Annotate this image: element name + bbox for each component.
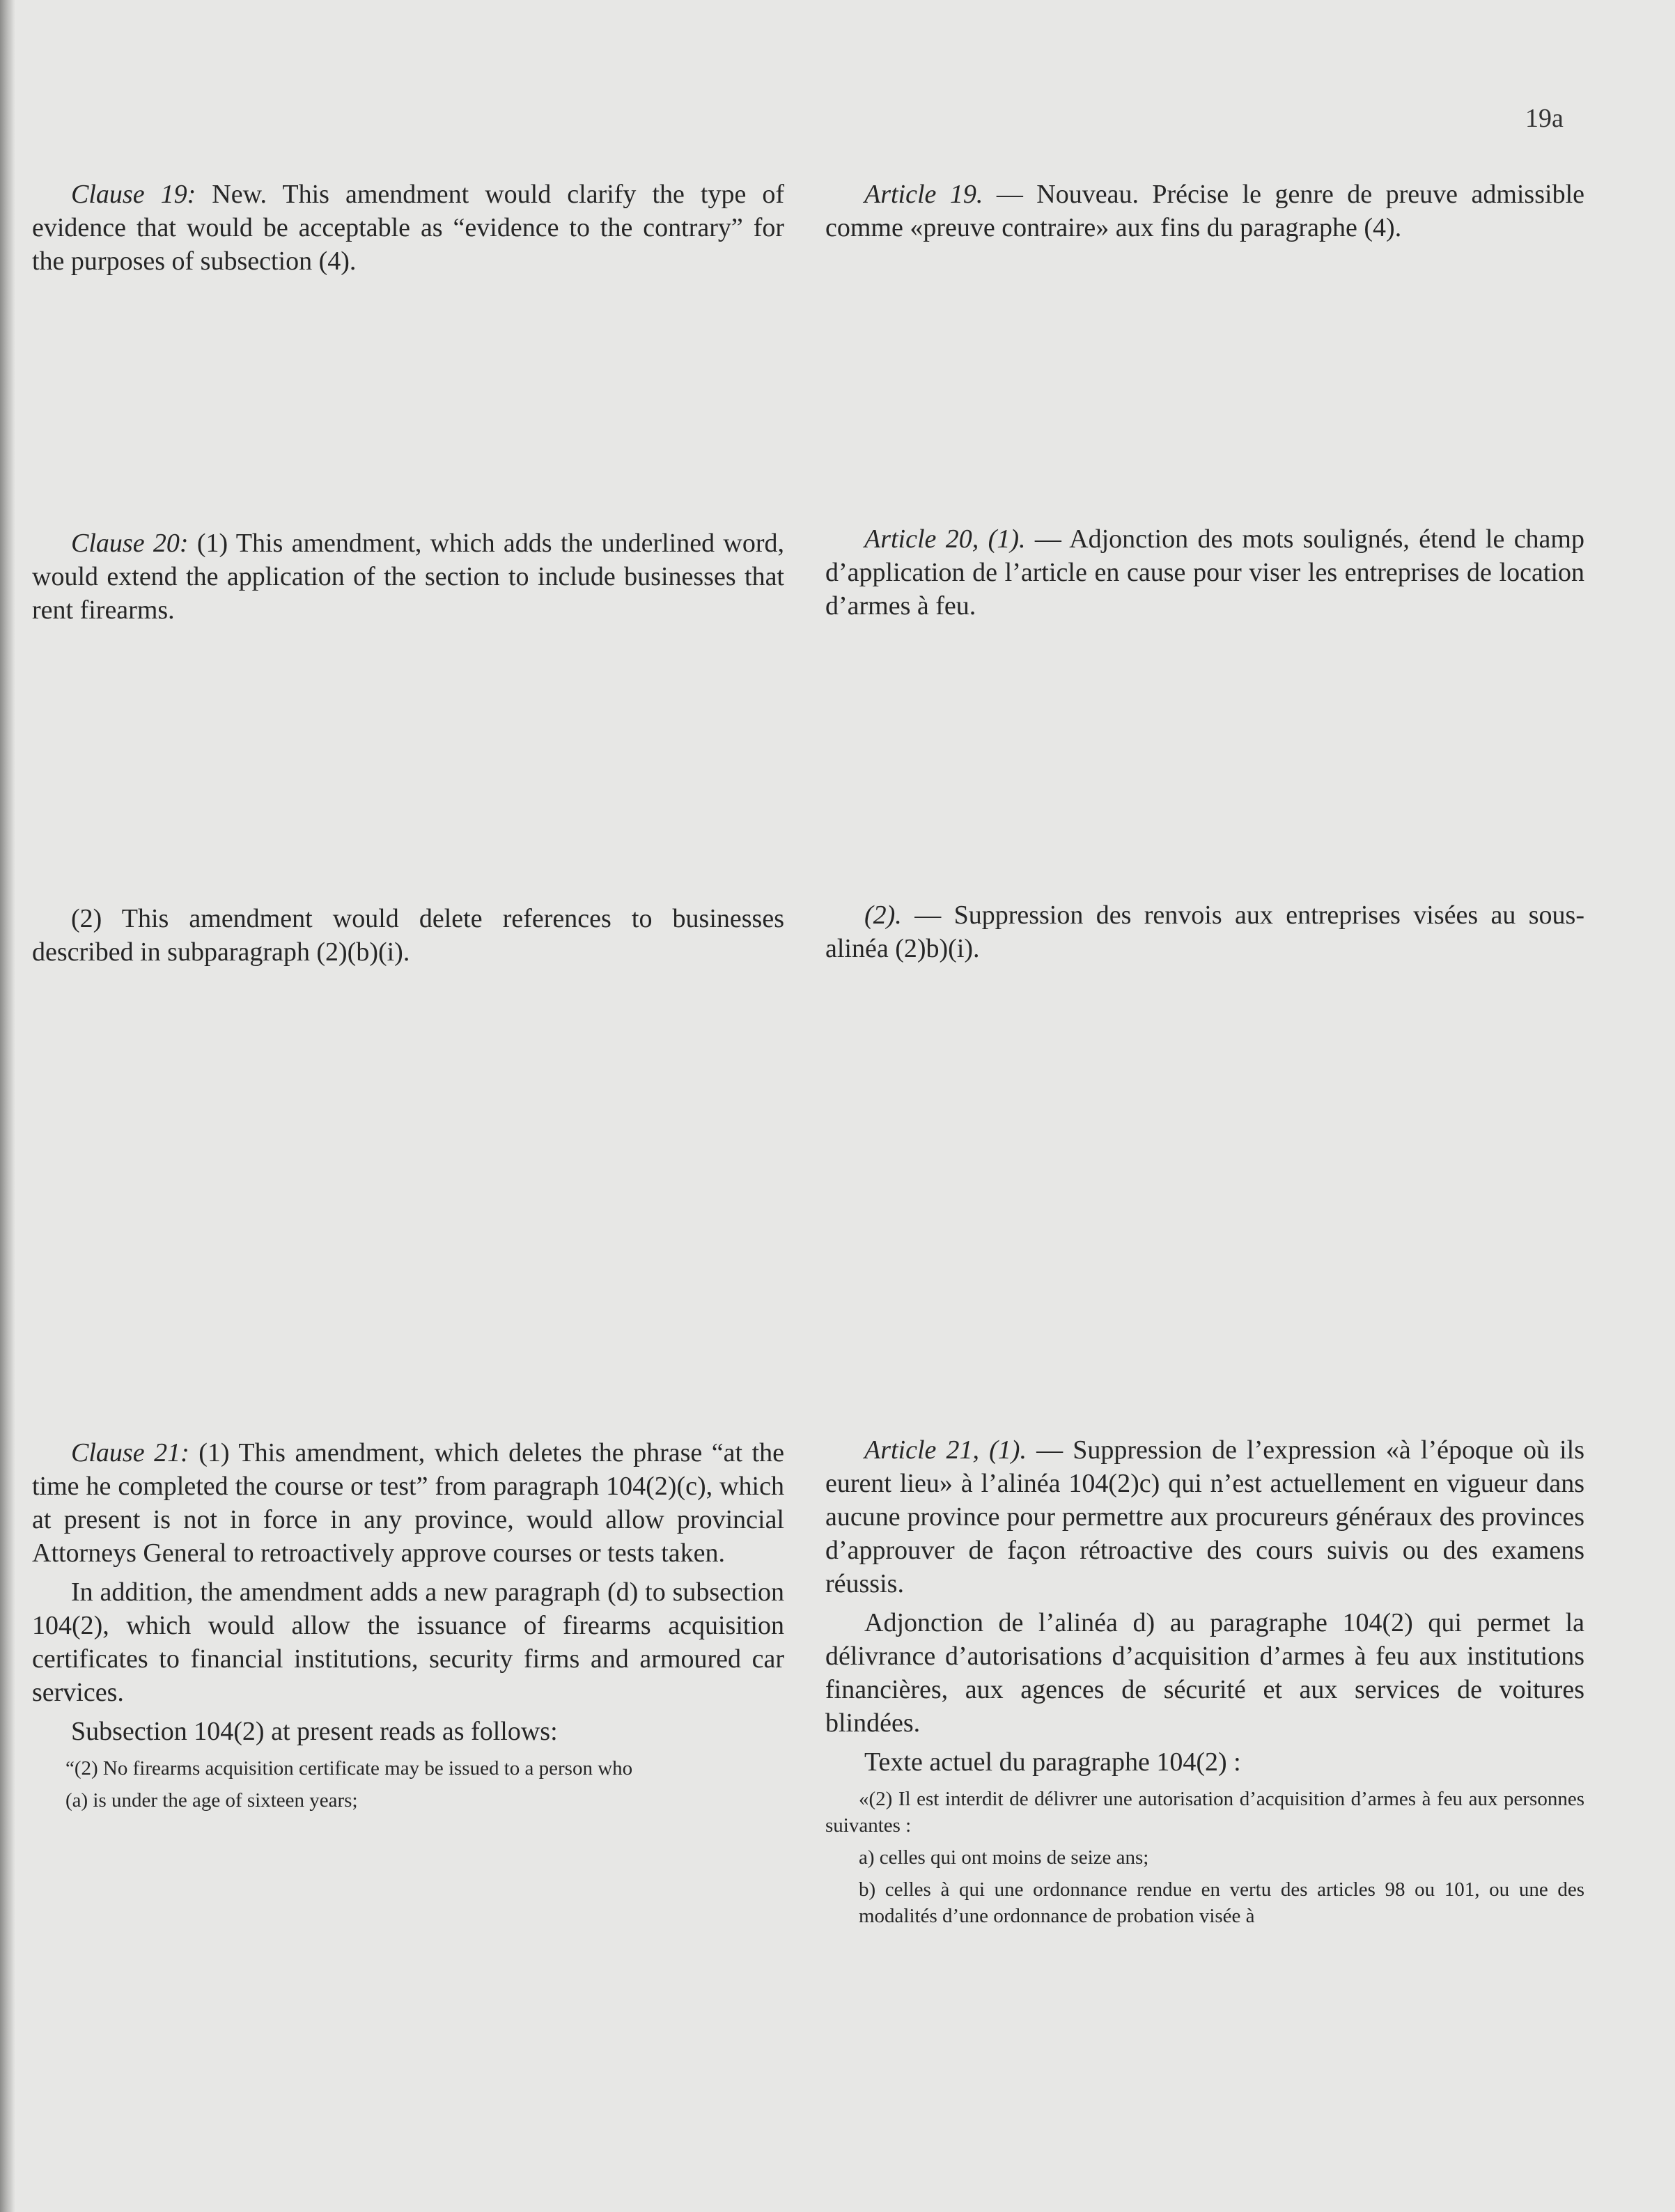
page-number: 19a <box>1525 104 1564 133</box>
clause-21-quote-lead: “(2) No firearms acquisition certificate may be issued to a person who <box>65 1757 633 1779</box>
clause-21-reads-intro: Subsection 104(2) at present reads as follows: <box>71 1717 558 1746</box>
clause-21-quote-a: (a) is under the age of sixteen years; <box>65 1789 358 1812</box>
clause-20-1-paragraph <box>32 527 784 627</box>
clause-21-heading: Clause 21: <box>71 1438 189 1467</box>
clause-21-text: (1) This amendment, which deletes the phrase “at the time he completed the course or test” from paragraph 104(2)(c), which at present is not in force in any province, would allow provincial Attorneys General to retroactively approve courses or tests taken. <box>32 1438 784 1568</box>
article-21-quote-b: b) celles à qui une ordonnance rendue en vertu des articles 98 ou 101, ou une des modalités d’une ordonnance de probation visée à <box>859 1878 1584 1927</box>
article-20-2-note <box>825 898 1584 965</box>
clause-20-2-text: (2) This amendment would delete references to businesses described in subparagraph (2)(b)(i). <box>32 904 784 967</box>
article-19-text: — Nouveau. Précise le genre de preuve admissible comme «preuve contraire» aux fins du paragraphe (4). <box>825 180 1584 242</box>
article-20-1-note <box>825 522 1584 623</box>
clause-20-1-note <box>32 527 784 627</box>
article-20-1-text: — Adjonction des mots soulignés, étend le champ d’application de l’article en cause pour viser les entreprises de location d’armes à feu. <box>825 524 1584 621</box>
article-21-heading: Article 21, (1). <box>864 1435 1027 1465</box>
binding-shadow <box>0 0 15 2212</box>
clause-19-heading: Clause 19: <box>71 180 196 209</box>
article-20-1-paragraph <box>825 522 1584 623</box>
clause-19-text: New. This amendment would clarify the type of evidence that would be acceptable as “evidence to the contrary” for the purposes of subsection (4). <box>32 180 784 276</box>
article-21-quote-lead: «(2) Il est interdit de délivrer une autorisation d’acquisition d’armes à feu aux personnes suivantes : <box>825 1788 1584 1837</box>
clause-19-note <box>32 178 784 278</box>
clause-20-2-note <box>32 902 784 969</box>
article-21-reads-intro: Texte actuel du paragraphe 104(2) : <box>864 1747 1241 1777</box>
article-20-2-paragraph <box>825 898 1584 965</box>
article-19-heading: Article 19. <box>864 180 983 209</box>
clause-19-paragraph <box>32 178 784 278</box>
article-19-note <box>825 178 1584 244</box>
article-21-note <box>825 1433 1584 1929</box>
article-21-addition: Adjonction de l’alinéa d) au paragraphe 104(2) qui permet la délivrance d’autorisations d’acquisition d’armes à feu aux institutions financières, aux agences de sécurité et aux services de voitures blindées. <box>825 1608 1584 1738</box>
article-21-quote-a: a) celles qui ont moins de seize ans; <box>859 1846 1149 1869</box>
article-21-paragraph <box>825 1433 1584 1600</box>
clause-21-addition: In addition, the amendment adds a new paragraph (d) to subsection 104(2), which would allow the issuance of firearms acquisition certificates to financial institutions, security firms and armoured car services. <box>32 1578 784 1707</box>
clause-21-paragraph <box>32 1436 784 1570</box>
article-20-1-heading: Article 20, (1). <box>864 524 1026 554</box>
article-20-2-heading: (2). <box>864 901 902 930</box>
article-19-paragraph <box>825 178 1584 244</box>
article-20-2-text: — Suppression des renvois aux entreprises visées au sous-alinéa (2)b)(i). <box>825 901 1584 963</box>
clause-20-1-text: (1) This amendment, which adds the underlined word, would extend the application of the section to include businesses that rent firearms. <box>32 529 784 625</box>
clause-20-heading: Clause 20: <box>71 529 189 558</box>
article-21-text: — Suppression de l’expression «à l’époque où ils eurent lieu» à l’alinéa 104(2)c) qui n’est actuellement en vigueur dans aucune province pour permettre aux procureurs généraux des provinces d’approuver de façon rétroactive des cours suivis ou des examens réussis. <box>825 1435 1584 1598</box>
clause-21-note <box>32 1436 784 1814</box>
